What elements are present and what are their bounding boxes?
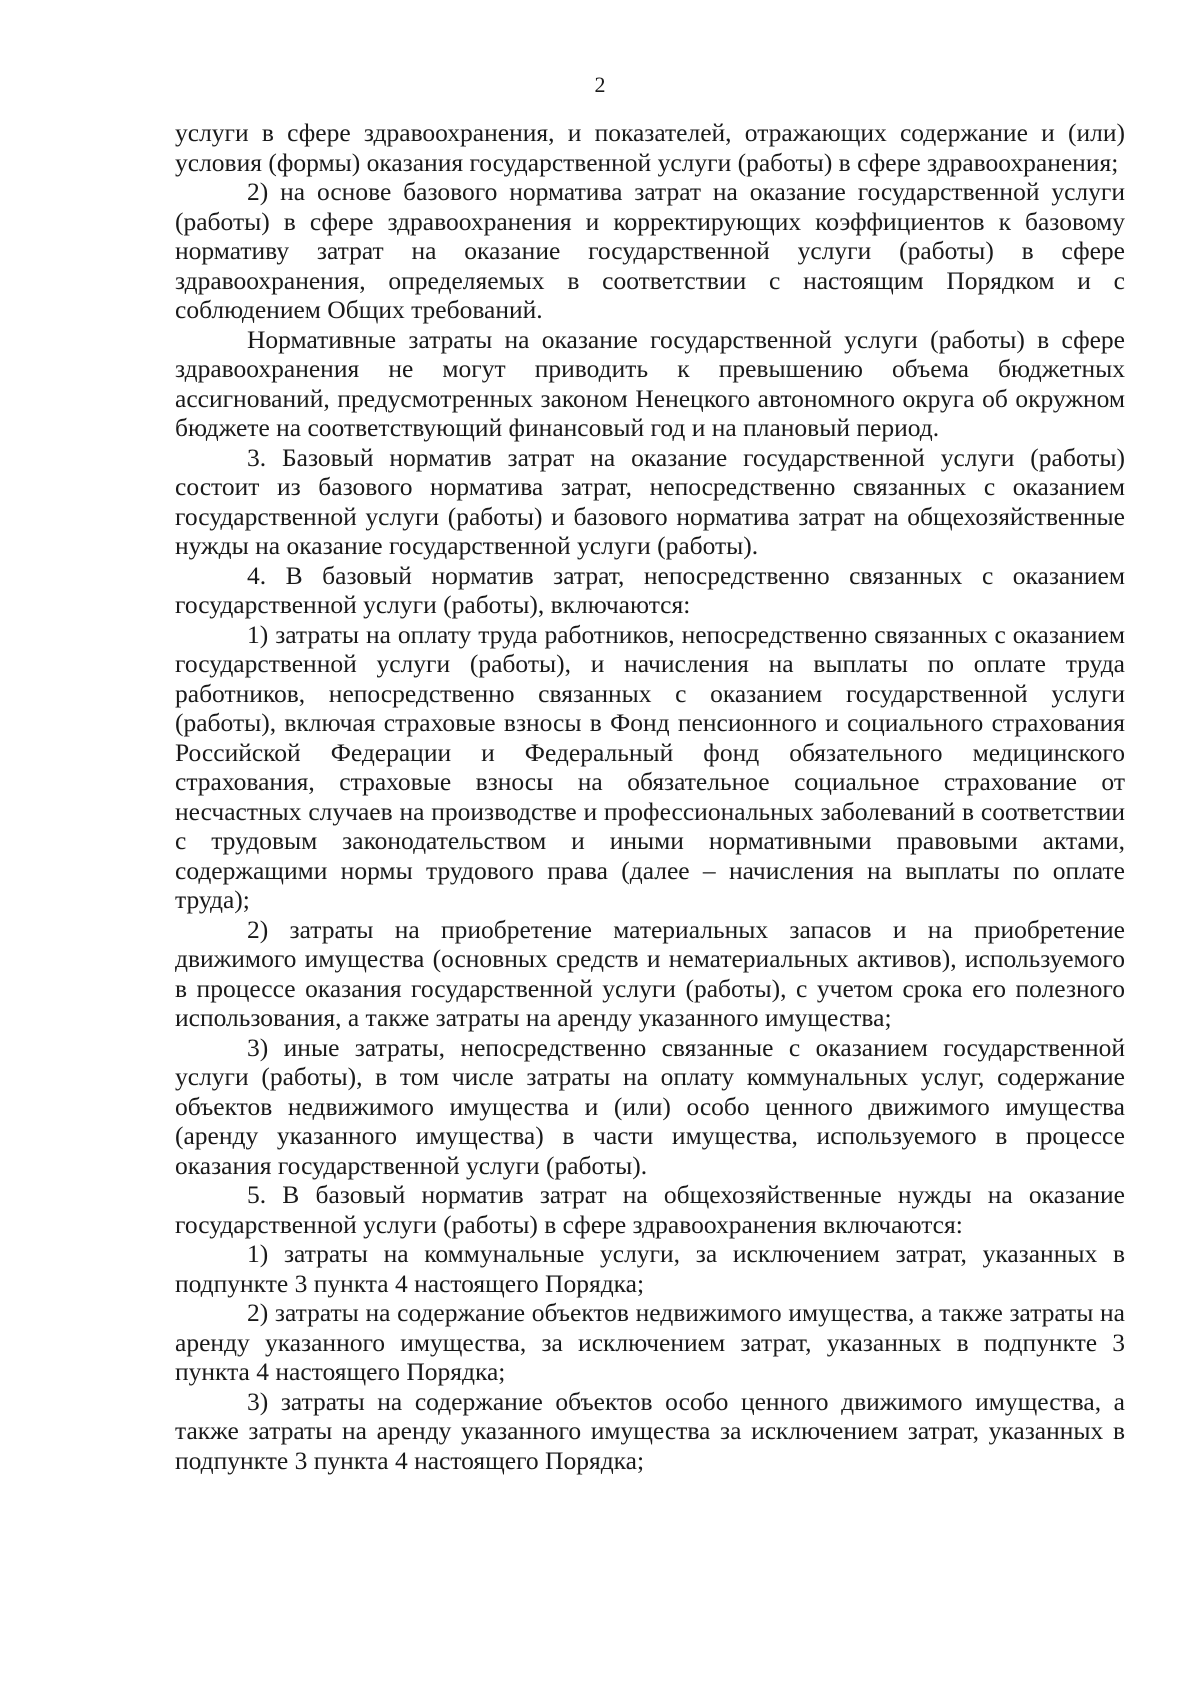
- paragraph-section-5-item-3: 3) затраты на содержание объектов особо ценного движимого имущества, а также затраты на аренду указанного имущества за исключением затрат, указанных в подпункте 3 пункта 4 настоящего Порядка;: [175, 1386, 1125, 1475]
- paragraph-continuation: услуги в сфере здравоохранения, и показателей, отражающих содержание и (или) условия (формы) оказания государственной услуги (работы) в сфере здравоохранения;: [175, 118, 1125, 177]
- paragraph-section-5-item-1: 1) затраты на коммунальные услуги, за исключением затрат, указанных в подпункте 3 пункта 4 настоящего Порядка;: [175, 1239, 1125, 1298]
- paragraph-section-5: 5. В базовый норматив затрат на общехозяйственные нужды на оказание государственной услуги (работы) в сфере здравоохранения включаются:: [175, 1180, 1125, 1239]
- paragraph-normative-costs: Нормативные затраты на оказание государственной услуги (работы) в сфере здравоохранения не могут приводить к превышению объема бюджетных ассигнований, предусмотренных законом Ненецкого автономного округа об окружном бюджете на соответствующий финансовый год и на плановый период.: [175, 324, 1125, 442]
- page-number: 2: [594, 72, 606, 97]
- document-body: [175, 118, 1125, 1475]
- paragraph-section-5-item-2: 2) затраты на содержание объектов недвижимого имущества, а также затраты на аренду указанного имущества, за исключением затрат, указанных в подпункте 3 пункта 4 настоящего Порядка;: [175, 1298, 1125, 1386]
- paragraph-item-2-basis: 2) на основе базового норматива затрат на оказание государственной услуги (работы) в сфере здравоохранения и корректирующих коэффициентов к базовому нормативу затрат на оказание государственной услуги (работы) в сфере здравоохранения, определяемых в соответствии с настоящим Порядком и с соблюдением Общих требований.: [175, 177, 1125, 324]
- paragraph-section-4: 4. В базовый норматив затрат, непосредственно связанных с оказанием государственной услуги (работы), включаются:: [175, 560, 1125, 619]
- paragraph-section-4-item-2: 2) затраты на приобретение материальных запасов и на приобретение движимого имущества (основных средств и нематериальных активов), используемого в процессе оказания государственной услуги (работы), с учетом срока его полезного использования, а также затраты на аренду указанного имущества;: [175, 914, 1125, 1032]
- paragraph-section-3: 3. Базовый норматив затрат на оказание государственной услуги (работы) состоит из базового норматива затрат, непосредственно связанных с оказанием государственной услуги (работы) и базового норматива затрат на общехозяйственные нужды на оказание государственной услуги (работы).: [175, 442, 1125, 560]
- paragraph-section-4-item-3: 3) иные затраты, непосредственно связанные с оказанием государственной услуги (работы), в том числе затраты на оплату коммунальных услуг, содержание объектов недвижимого имущества и (или) особо ценного движимого имущества (аренду указанного имущества) в части имущества, используемого в процессе оказания государственной услуги (работы).: [175, 1032, 1125, 1180]
- paragraph-section-4-item-1: 1) затраты на оплату труда работников, непосредственно связанных с оказанием государственной услуги (работы), и начисления на выплаты по оплате труда работников, непосредственно связанных с оказанием государственной услуги (работы), включая страховые взносы в Фонд пенсионного и социального страхования Российской Федерации и Федеральный фонд обязательного медицинского страхования, страховые взносы на обязательное социальное страхование от несчастных случаев на производстве и профессиональных заболеваний в соответствии с трудовым законодательством и иными нормативными правовыми актами, содержащими нормы трудового права (далее – начисления на выплаты по оплате труда);: [175, 619, 1125, 914]
